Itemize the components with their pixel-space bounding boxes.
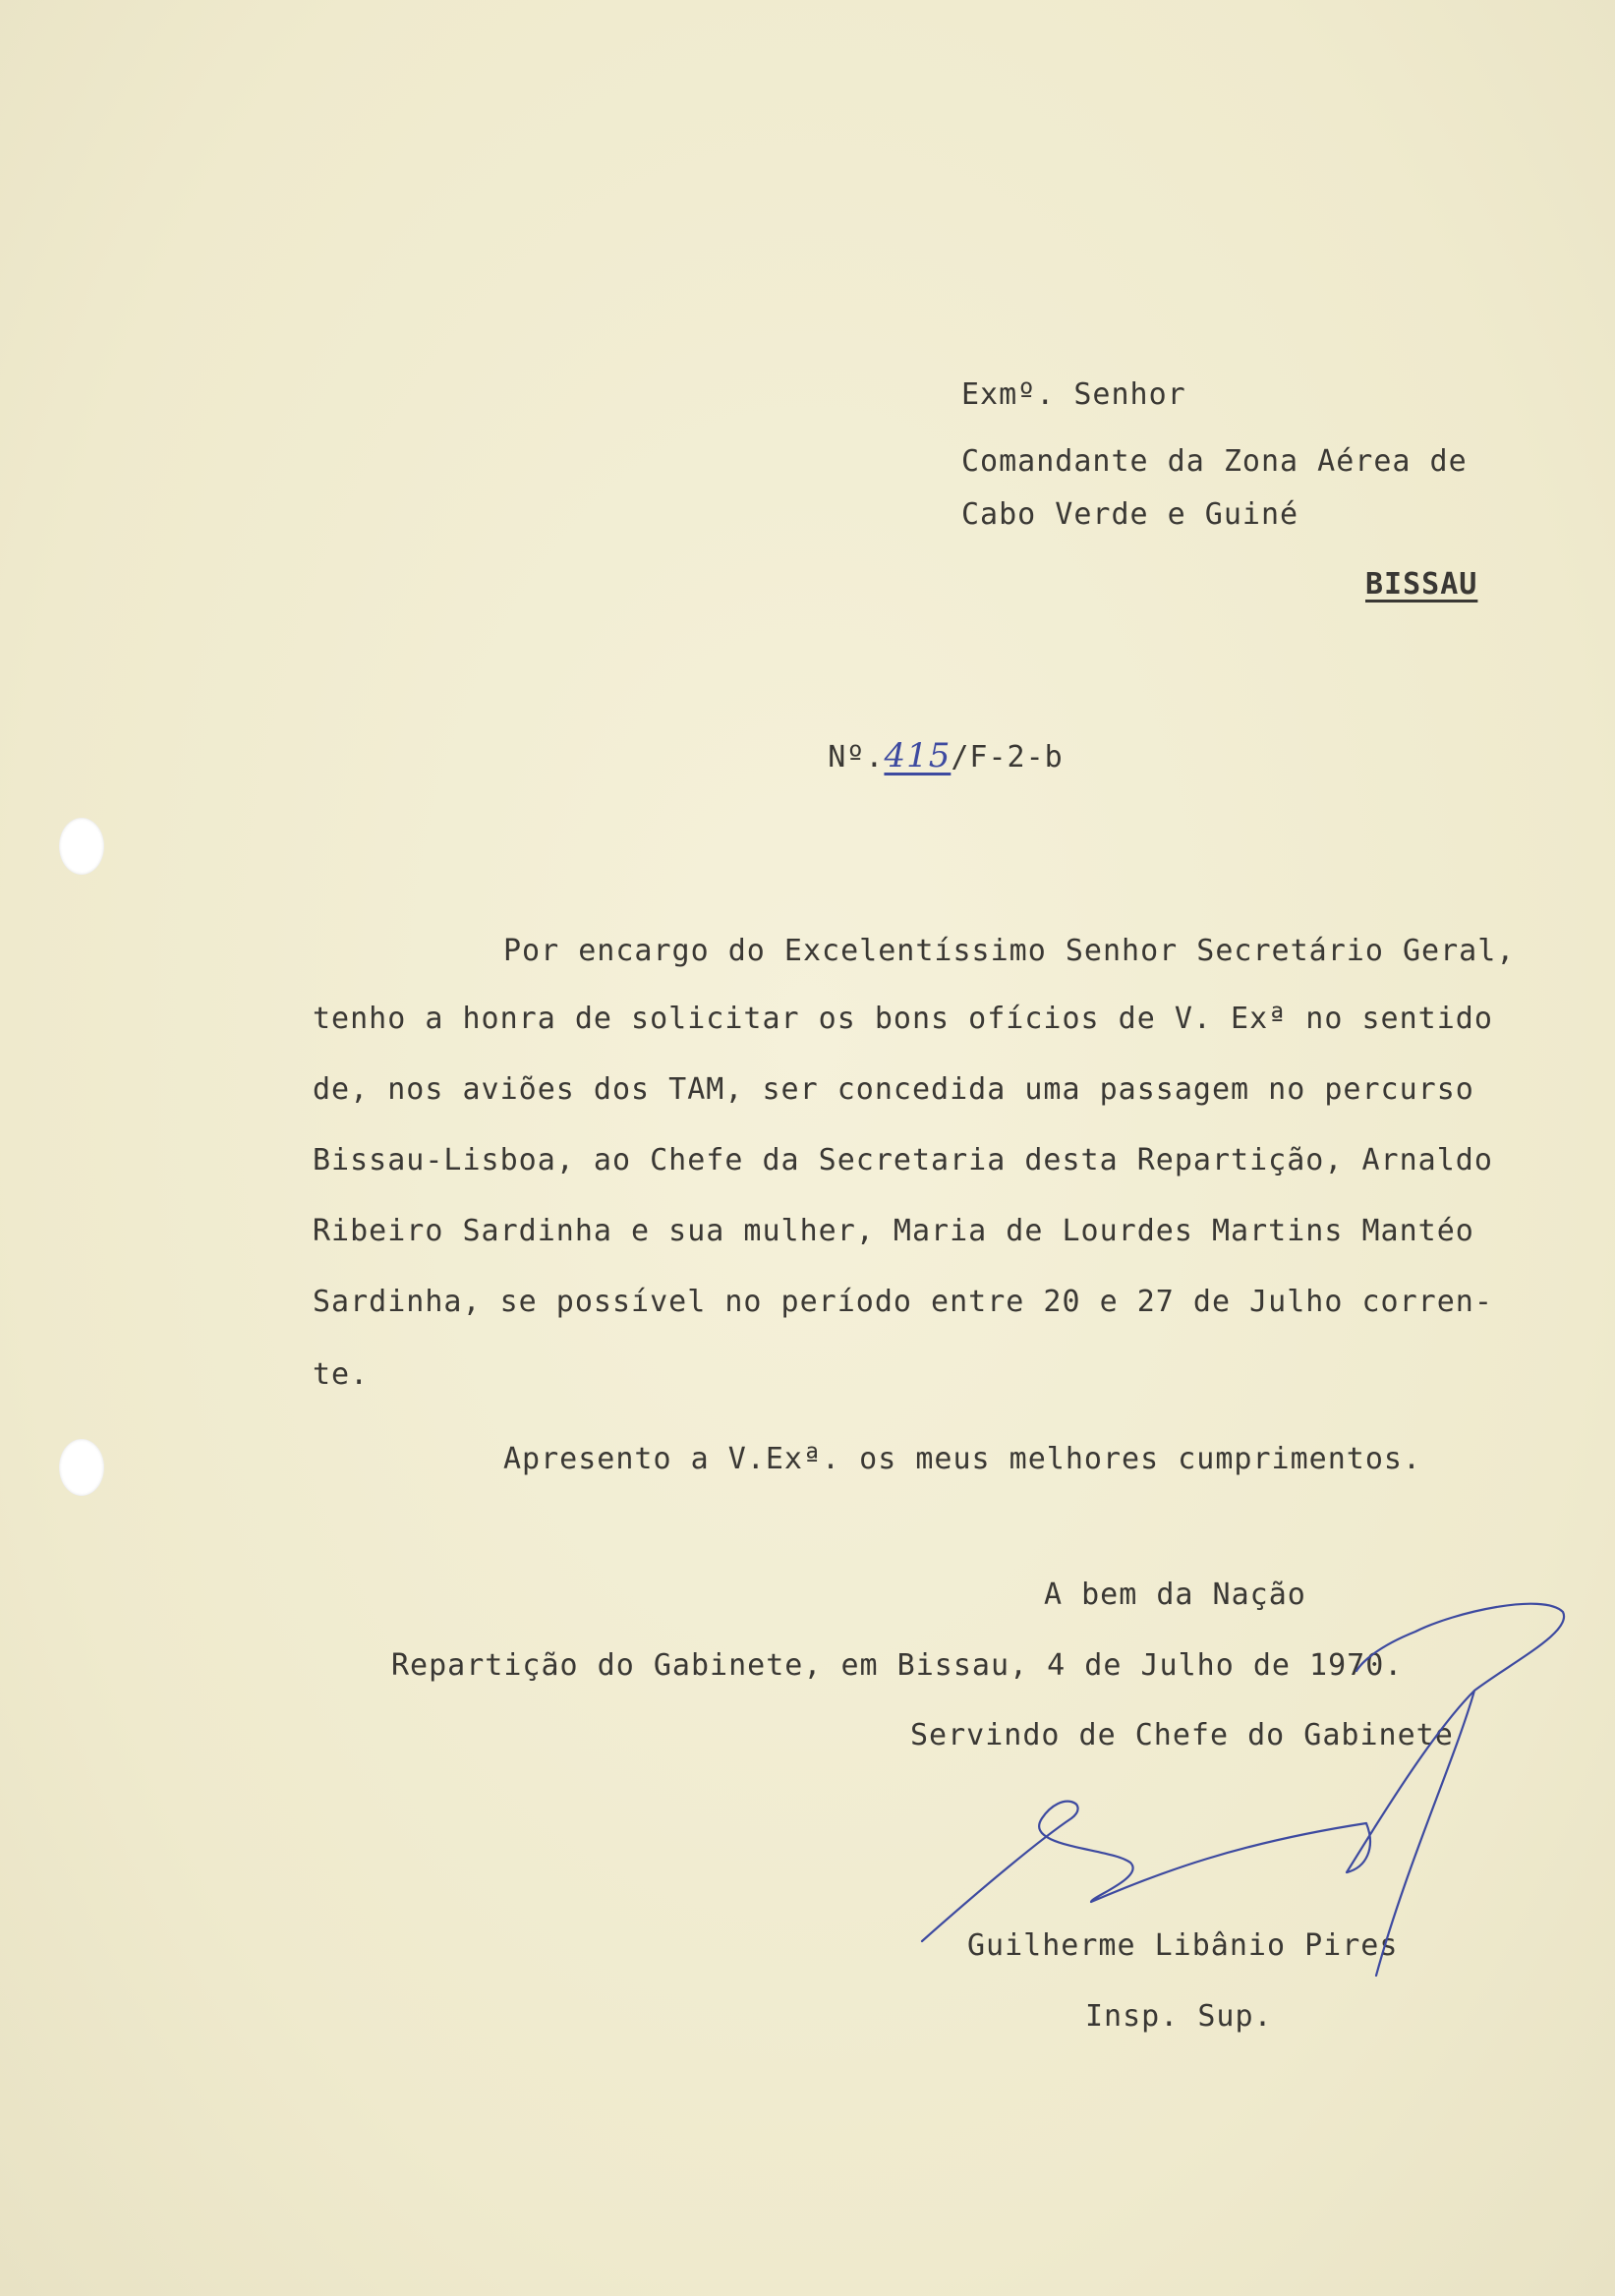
reference-prefix: Nº. [828,740,885,775]
addressee-city: BISSAU [1365,567,1478,602]
signatory-title: Insp. Sup. [1085,1999,1273,2034]
reference-number [753,710,1064,802]
place-date: Repartição do Gabinete, em Bissau, 4 de Julho de 1970. [391,1648,1404,1683]
reference-suffix: /F-2-b [951,740,1064,775]
punch-hole-bottom [59,1439,104,1496]
body-line: te. [313,1357,370,1392]
body-line: Bissau-Lisboa, ao Chefe da Secretaria desta Repartição, Arnaldo [313,1143,1493,1177]
body-line: tenho a honra de solicitar os bons ofícios de V. Exª no sentido [313,1002,1493,1036]
body-line: Sardinha, se possível no período entre 20 e 27 de Julho corren- [313,1285,1493,1319]
reference-handwritten-number: 415 [884,736,952,775]
body-line: Ribeiro Sardinha e sua mulher, Maria de Lourdes Martins Mantéo [313,1214,1474,1248]
signatory-role: Servindo de Chefe do Gabinete [910,1718,1454,1752]
motto: A bem da Nação [1044,1578,1306,1612]
signatory-name: Guilherme Libânio Pires [967,1928,1399,1963]
addressee-line-2: Cabo Verde e Guiné [961,497,1299,532]
addressee-line-1: Comandante da Zona Aérea de [961,444,1468,479]
body-line: de, nos aviões dos TAM, ser concedida uma passagem no percurso [313,1072,1474,1107]
closing-line: Apresento a V.Exª. os meus melhores cumprimentos. [503,1442,1422,1476]
body-line: Por encargo do Excelentíssimo Senhor Secretário Geral, [503,934,1516,968]
salutation: Exmº. Senhor [961,377,1186,412]
punch-hole-top [59,818,104,875]
